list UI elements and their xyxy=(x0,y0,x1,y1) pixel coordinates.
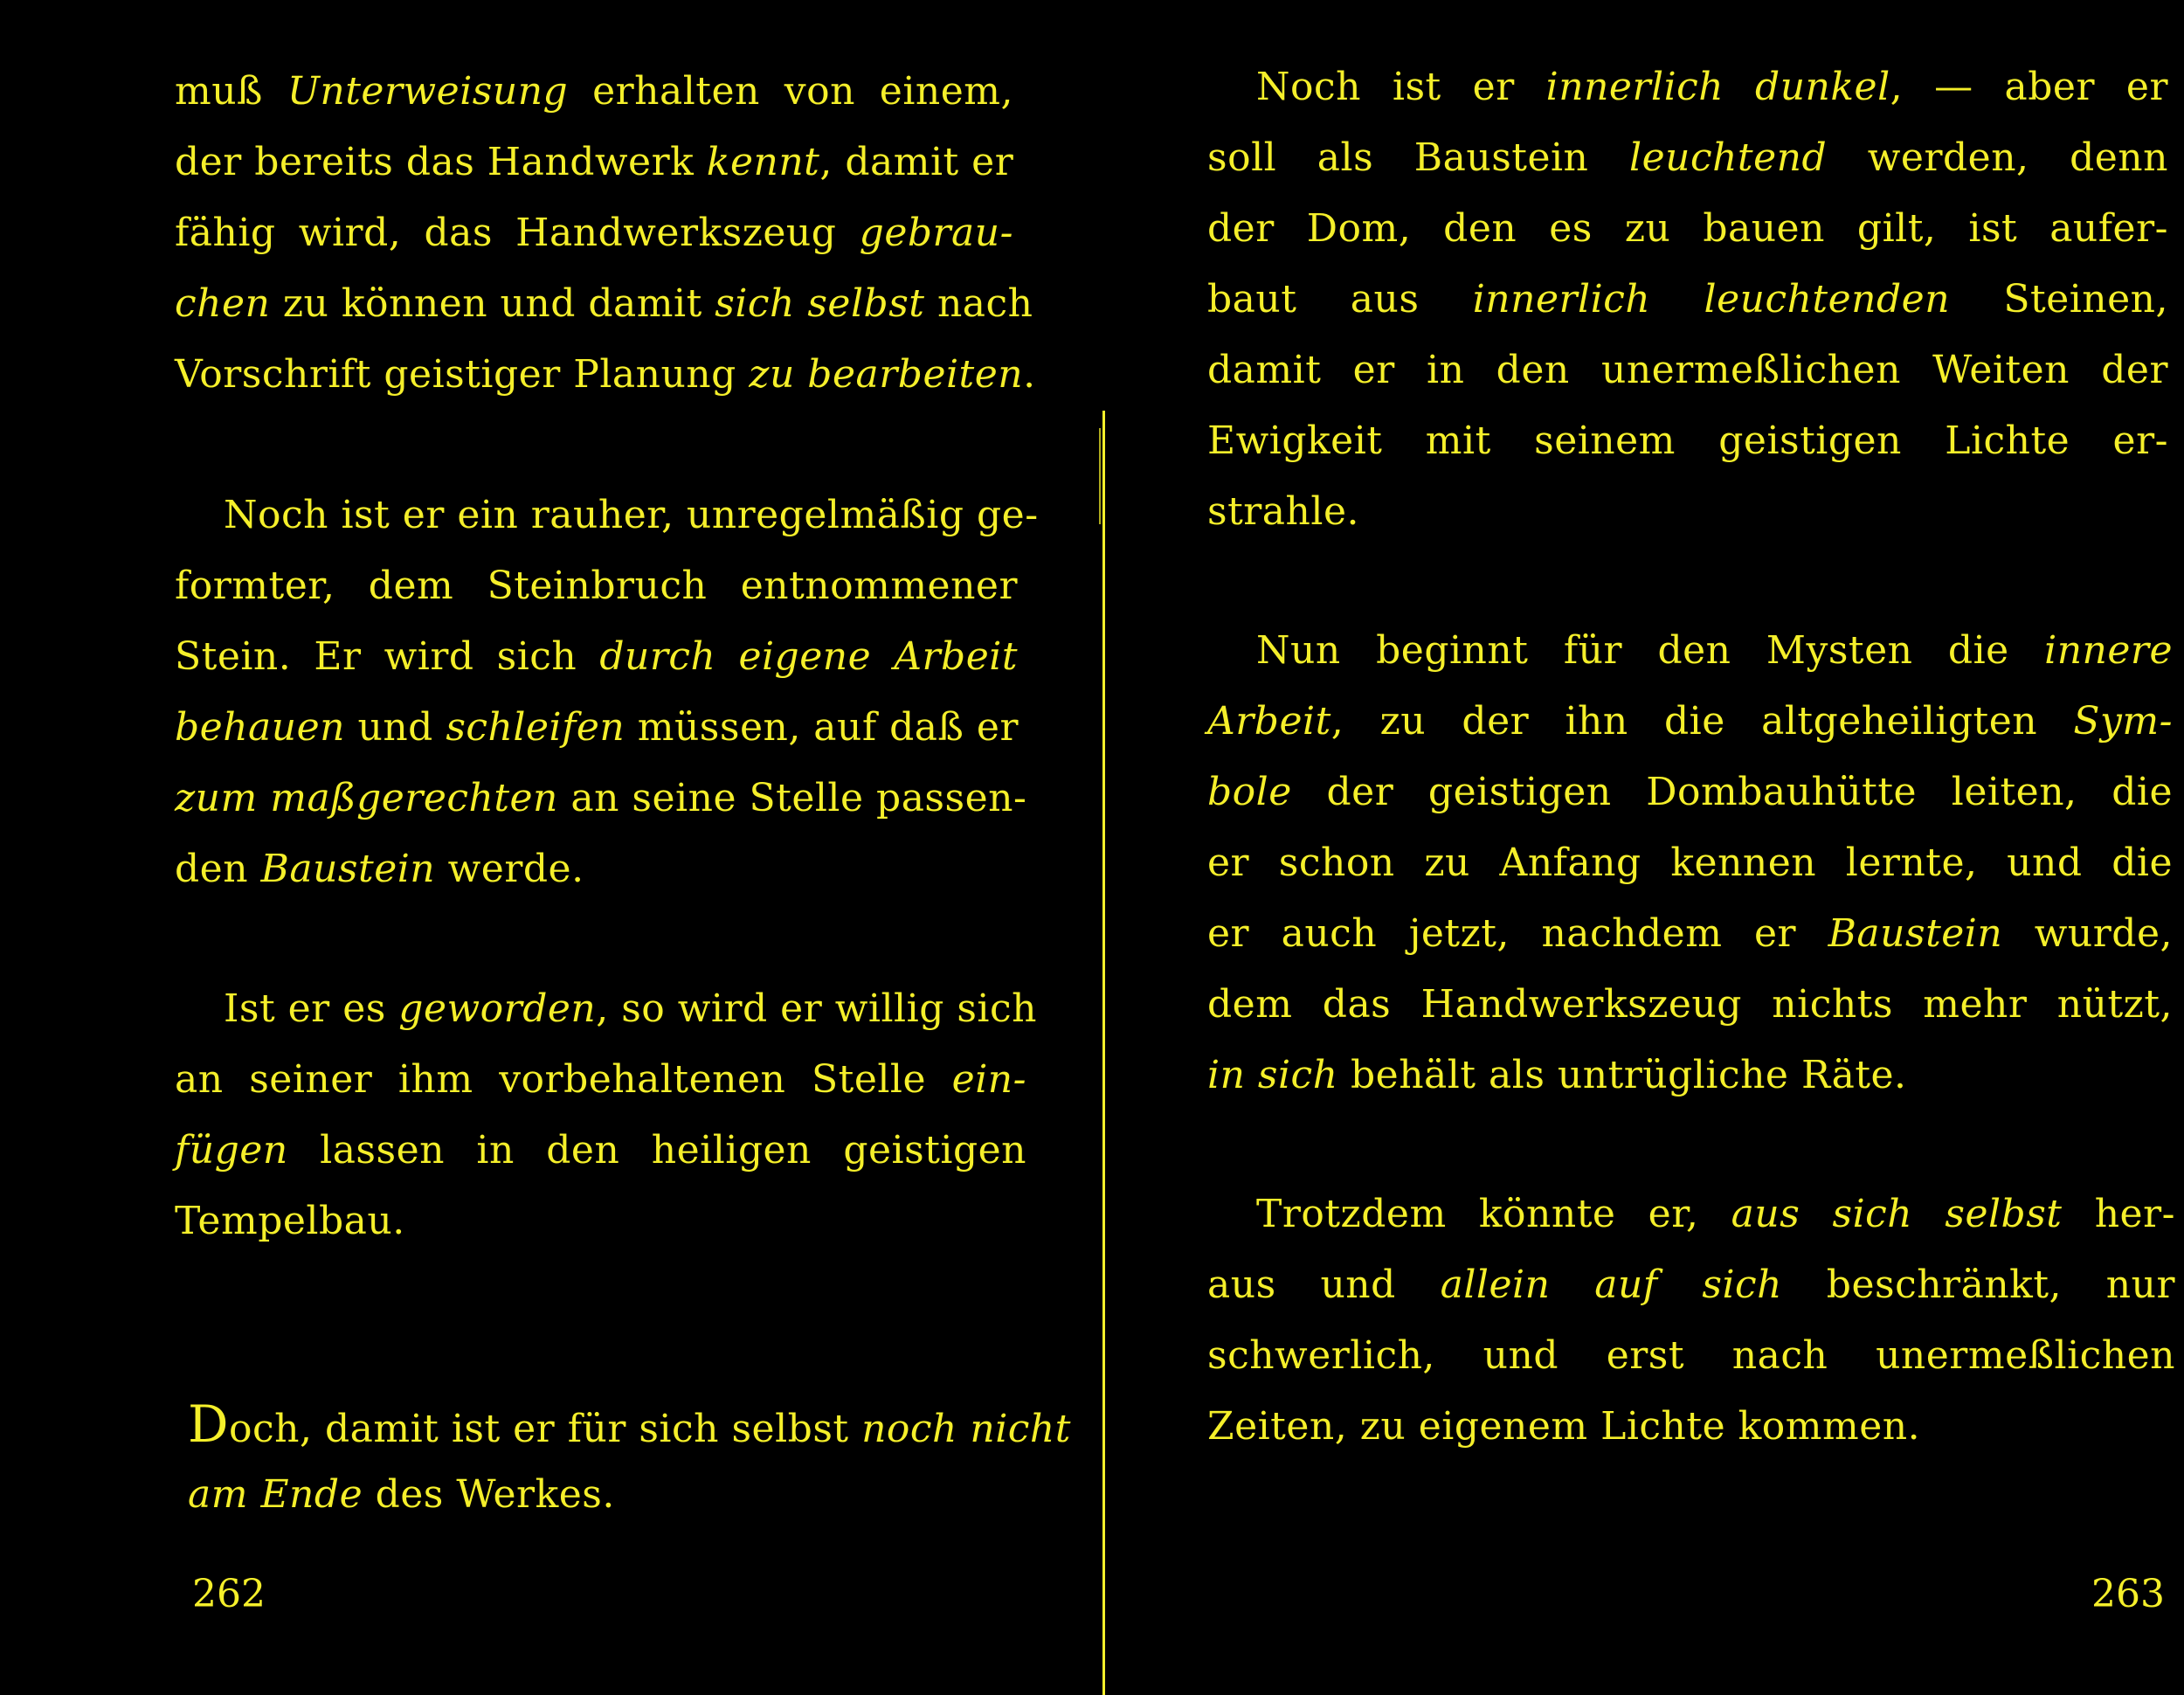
emphasis-text: aus sich selbst xyxy=(1731,1192,2063,1236)
emphasis-text: innerlich leuchtenden xyxy=(1472,277,1951,322)
text-line xyxy=(1207,828,2173,898)
text-span: wurde, xyxy=(2002,911,2173,956)
text-span: Noch ist er ein rauher, unregelmäßig ge- xyxy=(224,493,1039,537)
emphasis-text: ein- xyxy=(951,1057,1026,1102)
text-line xyxy=(1256,1180,2175,1249)
text-line xyxy=(175,198,1013,268)
text-span: , — aber er xyxy=(1890,65,2168,109)
text-span: behält als untrügliche Räte. xyxy=(1337,1053,1907,1097)
text-span: , damit er xyxy=(819,140,1014,184)
text-line xyxy=(175,622,1018,692)
text-line xyxy=(175,551,1018,621)
emphasis-text: innere xyxy=(2044,628,2173,673)
text-span: lassen in den heiligen geistigen xyxy=(287,1128,1026,1173)
text-span: nach xyxy=(924,281,1033,326)
text-span: erhalten von einem, xyxy=(568,69,1013,114)
text-line xyxy=(1207,687,2173,757)
emphasis-text: zum maßgerechten xyxy=(175,776,558,820)
text-span: Steinen, xyxy=(1950,277,2169,322)
emphasis-text: bole xyxy=(1207,770,1292,814)
text-span: strahle. xyxy=(1207,489,1359,534)
text-span: des Werkes. xyxy=(363,1472,615,1517)
text-span: Noch ist er xyxy=(1256,65,1546,109)
initial-letter: D xyxy=(188,1394,230,1454)
text-span: baut aus xyxy=(1207,277,1473,322)
text-line xyxy=(175,269,1033,339)
text-span: Ist er es xyxy=(224,986,399,1031)
text-line xyxy=(175,1186,1026,1256)
text-line xyxy=(175,1045,1026,1115)
text-span: dem das Handwerkszeug nichts mehr nützt, xyxy=(1207,982,2173,1027)
emphasis-text: allein auf sich xyxy=(1440,1263,1782,1307)
right-page xyxy=(1102,0,2184,1695)
emphasis-text: gebrau- xyxy=(859,211,1013,255)
text-span: Nun beginnt für den Mysten die xyxy=(1256,628,2045,673)
text-span: Vorschrift geistiger Planung xyxy=(175,352,750,397)
text-span: er schon zu Anfang kennen lernte, und die xyxy=(1207,841,2173,885)
emphasis-text: Sym- xyxy=(2073,699,2173,744)
text-span: werde. xyxy=(435,847,584,891)
emphasis-text: behauen xyxy=(175,705,345,750)
emphasis-text: noch nicht xyxy=(861,1407,1071,1451)
text-line xyxy=(1207,1041,2173,1110)
text-line xyxy=(1207,265,2168,335)
text-span: werden, denn xyxy=(1827,135,2168,180)
page-number-left: 262 xyxy=(192,1572,266,1616)
emphasis-text: Baustein xyxy=(1828,911,2003,956)
text-span: muß xyxy=(175,69,287,114)
text-span: fähig wird, das Handwerkszeug xyxy=(175,211,860,255)
text-line xyxy=(1207,123,2168,193)
text-line xyxy=(175,57,1013,127)
text-span: der Dom, den es zu bauen gilt, ist aufer- xyxy=(1207,206,2168,251)
emphasis-text: chen xyxy=(175,281,271,326)
text-line xyxy=(1256,52,2168,122)
text-line xyxy=(175,693,1018,763)
text-span: . xyxy=(1023,352,1036,397)
emphasis-text: leuchtend xyxy=(1629,135,1828,180)
text-line xyxy=(188,1460,1031,1530)
page-number-right: 263 xyxy=(2091,1572,2165,1616)
emphasis-text: zu bearbeiten xyxy=(749,352,1024,397)
text-line xyxy=(1207,899,2173,969)
text-span: Trotzdem könnte er, xyxy=(1256,1192,1731,1236)
text-span: schwerlich, und erst nach unermeßlichen xyxy=(1207,1333,2175,1378)
text-span: , so wird er willig sich xyxy=(596,986,1037,1031)
text-span: müssen, auf daß er xyxy=(625,705,1019,750)
emphasis-text: Baustein xyxy=(260,847,436,891)
text-span: zu können und damit xyxy=(270,281,715,326)
text-line xyxy=(175,1116,1026,1186)
text-span: , zu der ihn die altgeheiligten xyxy=(1330,699,2074,744)
text-span: und xyxy=(345,705,446,750)
text-line xyxy=(1207,1392,2175,1462)
text-span: an seiner ihm vorbehaltenen Stelle xyxy=(175,1057,952,1102)
emphasis-text: kennt xyxy=(706,140,820,184)
text-line xyxy=(175,128,1013,197)
text-span: Zeiten, zu eigenem Lichte kommen. xyxy=(1207,1404,1921,1449)
text-span: Stein. Er wird sich xyxy=(175,634,600,679)
emphasis-text: Unterweisung xyxy=(287,69,569,114)
text-span: her- xyxy=(2062,1192,2175,1236)
emphasis-text: sich selbst xyxy=(715,281,925,326)
text-span: och, damit ist er für sich selbst xyxy=(229,1407,862,1451)
text-line xyxy=(1207,970,2173,1040)
text-span: Ewigkeit mit seinem geistigen Lichte er- xyxy=(1207,419,2168,463)
text-span: er auch jetzt, nachdem er xyxy=(1207,911,1828,956)
text-line xyxy=(175,834,1018,904)
text-span: damit er in den unermeßlichen Weiten der xyxy=(1207,348,2168,392)
text-line xyxy=(175,340,1036,410)
text-line xyxy=(1207,758,2173,827)
text-line xyxy=(1207,1250,2175,1320)
emphasis-text: am Ende xyxy=(188,1472,363,1517)
text-span: der geistigen Dombauhütte leiten, die xyxy=(1291,770,2173,814)
emphasis-text: in sich xyxy=(1207,1053,1338,1097)
text-line xyxy=(1207,477,2168,547)
emphasis-text: geworden xyxy=(398,986,597,1031)
emphasis-text: Arbeit xyxy=(1207,699,1331,744)
text-line xyxy=(224,481,1039,550)
text-span: der bereits das Handwerk xyxy=(175,140,707,184)
text-span: Tempelbau. xyxy=(175,1199,405,1243)
emphasis-text: durch eigene Arbeit xyxy=(599,634,1018,679)
text-line xyxy=(224,974,1037,1044)
text-line xyxy=(1207,406,2168,476)
emphasis-text: schleifen xyxy=(446,705,625,750)
text-line xyxy=(1207,1321,2175,1391)
text-line xyxy=(175,764,1027,834)
text-span: soll als Baustein xyxy=(1207,135,1629,180)
text-line xyxy=(188,1389,1071,1459)
text-span: aus und xyxy=(1207,1263,1441,1307)
emphasis-text: innerlich dunkel xyxy=(1545,65,1890,109)
text-span: den xyxy=(175,847,261,891)
text-span: formter, dem Steinbruch entnommener xyxy=(175,564,1018,608)
text-span: an seine Stelle passen- xyxy=(557,776,1027,820)
text-span: beschränkt, nur xyxy=(1782,1263,2175,1307)
gutter-mark xyxy=(1099,428,1101,524)
text-line xyxy=(1256,616,2173,686)
emphasis-text: fügen xyxy=(175,1128,288,1173)
text-line xyxy=(1207,336,2168,405)
text-line xyxy=(1207,194,2168,264)
